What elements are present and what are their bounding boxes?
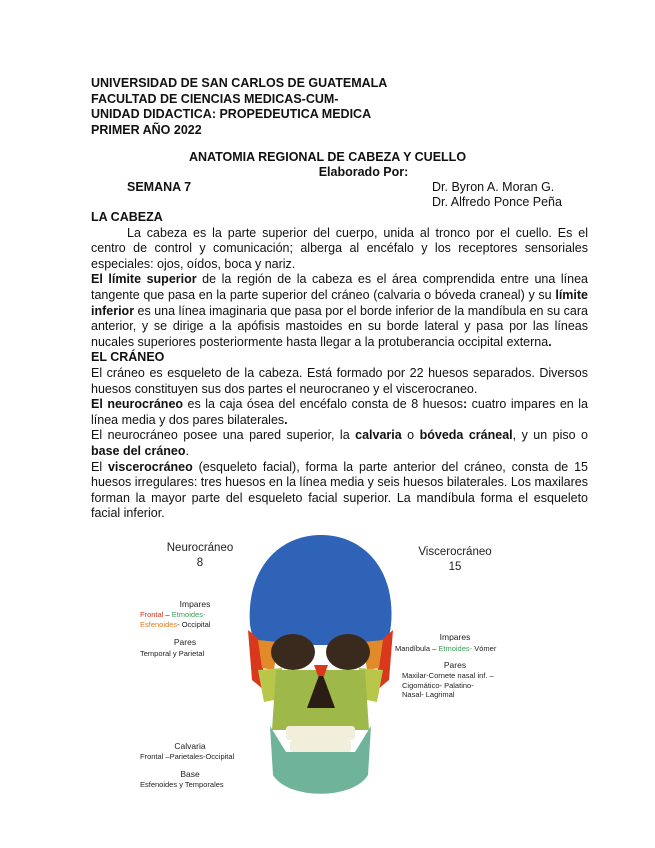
text-limites-2: es una línea imaginaria que pasa por el borde inferior de la mandíbula en su cara anterior, y se dirige a la apófisis mastoides en su borde lateral y pasa por las líneas nucales superiores posteriormente hasta llegar a la protuberancia occipital externa [91, 303, 588, 349]
bold-viscerocraneo: viscerocráneo [107, 459, 193, 474]
skull-illustration [238, 530, 403, 810]
text-calvaria-end: . [185, 443, 189, 458]
author-caption: Elaborado Por: [318, 165, 409, 179]
label-etmoides-right: Etmoides- [438, 644, 473, 653]
text-calvaria-1: El neurocráneo posee una pared superior, la [91, 428, 356, 443]
text-neurocraneo-1: es la caja ósea del encéfalo consta de 8 huesos [183, 397, 463, 412]
bold-boveda: bóveda cráneal [419, 428, 513, 443]
skull-figure [140, 530, 520, 810]
calvaria-heading: Calvaria [174, 741, 206, 751]
text-limites-end: . [548, 334, 552, 349]
label-esfenoides: Esfenoides [140, 619, 178, 629]
header-unit: UNIDAD DIDACTICA: PROPEDEUTICA MEDICA [91, 107, 372, 121]
neurocraneo-title: Neurocráneo [166, 542, 234, 554]
left-impares-heading: Impares [179, 599, 211, 609]
week-label: SEMANA 7 [127, 180, 192, 194]
viscerocraneo-count: 15 [448, 561, 462, 573]
label-sep: – [163, 610, 172, 619]
paragraph-viscerocraneo [91, 460, 588, 522]
right-pares-heading: Pares [443, 660, 467, 670]
upper-teeth [286, 726, 355, 740]
text-calvaria-3: , y un piso o [512, 428, 589, 443]
viscerocraneo-title: Viscerocráneo [418, 546, 492, 558]
bold-base-craneo: base del cráneo [91, 443, 186, 458]
author-2: Dr. Alfredo Ponce Peña [432, 195, 562, 209]
paragraph-limites [91, 272, 588, 350]
text-neurocraneo-end: . [284, 412, 288, 427]
text-visc-1: El [91, 459, 108, 474]
label-vomer: Vómer [472, 644, 497, 653]
heading-el-craneo: EL CRÁNEO [91, 350, 165, 365]
label-mandibula: Mandíbula – [395, 644, 439, 653]
text-neurocraneo-2: cuatro impares en la línea media y dos pares bilaterales [91, 397, 588, 427]
document-header [91, 76, 387, 138]
bold-limite-inferior: límite inferior [91, 287, 588, 318]
right-impares-list [395, 644, 520, 654]
label-occipital: - Occipital [177, 619, 211, 629]
orbit-right [326, 634, 370, 670]
bold-colon: : [462, 397, 468, 412]
left-impares-list [140, 610, 250, 629]
header-faculty: FACULTAD DE CIENCIAS MEDICAS-CUM- [91, 91, 339, 106]
right-pares-line3: Nasal- Lagrimal [402, 690, 455, 699]
lower-teeth [290, 740, 351, 752]
right-pares-list [402, 671, 520, 700]
text-body [91, 210, 588, 522]
bold-calvaria: calvaria [355, 428, 402, 443]
frontal-bone-shape [250, 535, 392, 645]
paragraph-neurocraneo [91, 397, 588, 428]
text-visc-2: (esqueleto facial), forma la parte anterior del cráneo, consta de 15 huesos irregulares: tres huesos en la línea media y seis huesos bilaterales. Los maxilares forman la mayor parte del esqueleto facial superior. La mandíbula forma el esqueleto facial inferior. [91, 459, 588, 521]
left-pares-heading: Pares [173, 637, 197, 647]
paragraph-calvaria [91, 428, 588, 459]
calvaria-list: Frontal –Parietales-Occipital [140, 752, 235, 761]
paragraph-cabeza-intro: La cabeza es la parte superior del cuerpo, unida al tronco por el cuello. Es el centro de control y comunicación; alberga al encéfalo y los receptores sensoriales especiales: ojos, oídos, boca y nariz. [91, 225, 588, 271]
bold-neurocraneo: El neurocráneo [91, 397, 184, 412]
label-frontal: Frontal [140, 610, 164, 619]
document-title: ANATOMIA REGIONAL DE CABEZA Y CUELLO [188, 150, 467, 164]
label-etmoides: Etmoides- [171, 610, 206, 619]
right-pares-line2: Cigomático- Palatino- [402, 680, 474, 690]
author-1: Dr. Byron A. Moran G. [432, 180, 555, 194]
orbit-left [271, 634, 315, 670]
neurocraneo-count: 8 [196, 557, 204, 569]
header-year: PRIMER AÑO 2022 [91, 122, 202, 137]
text-limites-1: de la región de la cabeza es el área comprendida entre una línea tangente que pasa en la parte superior del cráneo (calvaria o bóveda craneal) y su [91, 272, 588, 302]
left-pares-list: Temporal y Parietal [140, 649, 205, 658]
paragraph-craneo-intro: El cráneo es esqueleto de la cabeza. Está formado por 22 huesos separados. Diversos huesos constituyen sus dos partes el neurocraneo y el viscerocraneo. [91, 365, 588, 396]
base-heading: Base [180, 769, 200, 779]
base-list: Esfenoides y Temporales [140, 780, 224, 789]
header-university: UNIVERSIDAD DE SAN CARLOS DE GUATEMALA [91, 76, 388, 90]
heading-la-cabeza: LA CABEZA [91, 210, 163, 224]
right-pares-line1: Maxilar-Cornete nasal inf. – [402, 671, 494, 680]
text-calvaria-2: o [401, 428, 420, 443]
right-impares-heading: Impares [439, 632, 471, 642]
bold-limite-superior: El límite superior [91, 272, 197, 287]
